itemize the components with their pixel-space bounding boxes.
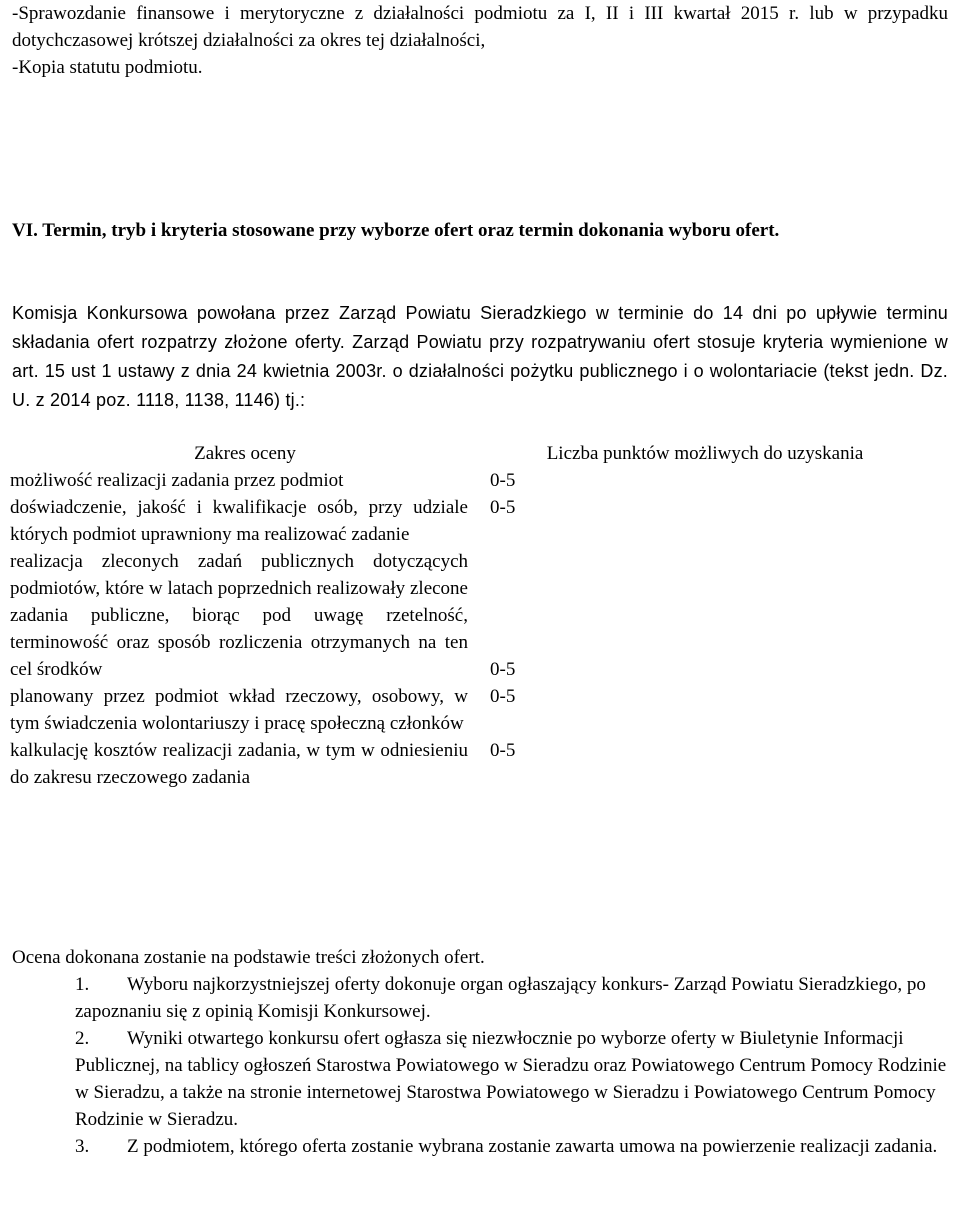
header-points: Liczba punktów możliwych do uzyskania (546, 443, 864, 464)
evaluation-note: Ocena dokonana zostanie na podstawie treści złożonych ofert. (12, 947, 485, 968)
list-item (12, 1133, 948, 1160)
list-item (12, 1025, 948, 1133)
criterion-cell: doświadczenie, jakość i kwalifikacje osób, przy udziale których podmiot uprawniony ma realizować zadanie (10, 497, 468, 545)
closing-section (12, 944, 948, 1160)
list-item (12, 971, 948, 1025)
list-item-text: Wyboru najkorzystniejszej oferty dokonuje organ ogłaszający konkurs- Zarząd Powiatu Sieradzkiego, po zapoznaniu się z opinią Komisji Konkursowej. (75, 974, 926, 1022)
criterion-cell: kalkulację kosztów realizacji zadania, w tym w odniesieniu do zakresu rzeczowego zadania (10, 740, 468, 788)
points-cell: 0-5 (490, 497, 516, 518)
table-row (10, 737, 930, 791)
list-item-number: 1. (75, 974, 90, 995)
table-header-row (10, 440, 930, 467)
list-item-number: 3. (75, 1136, 90, 1157)
points-cell: 0-5 (490, 470, 516, 491)
header-criterion: Zakres oceny (194, 443, 296, 464)
criterion-cell: planowany przez podmiot wkład rzeczowy, osobowy, w tym świadczenia wolontariuszy i pracę społeczną członków (10, 686, 468, 734)
list-item-text: Z podmiotem, którego oferta zostanie wybrana zostanie zawarta umowa na powierzenie realizacji zadania. (127, 1136, 938, 1157)
table-row (10, 467, 930, 494)
points-cell: 0-5 (490, 659, 516, 680)
criterion-cell: możliwość realizacji zadania przez podmiot (10, 470, 344, 491)
table-row (10, 683, 930, 737)
list-item-number: 2. (75, 1028, 90, 1049)
document-item-statute-copy: -Kopia statutu podmiotu. (12, 57, 203, 78)
criteria-intro-paragraph: Komisja Konkursowa powołana przez Zarząd Powiatu Sieradzkiego w terminie do 14 dni po upływie terminu składania ofert rozpatrzy złożone oferty. Zarząd Powiatu przy rozpatrywaniu ofert stosuje kryteria wymienione w art. 15 ust 1 ustawy z dnia 24 kwietnia 2003r. o działalności pożytku publicznego i o wolontariacie (tekst jedn. Dz. U. z 2014 poz. 1118, 1138, 1146) tj.: (12, 303, 948, 410)
criterion-cell: realizacja zleconych zadań publicznych dotyczących podmiotów, które w latach poprzednich realizowały zlecone zadania publiczne, biorąc pod uwagę rzetelność, terminowość oraz sposób rozliczenia otrzymanych na ten cel środków (10, 551, 468, 680)
list-item-text: Wyniki otwartego konkursu ofert ogłasza się niezwłocznie po wyborze oferty w Biuletynie Informacji Publicznej, na tablicy ogłoszeń Starostwa Powiatowego w Sieradzu oraz Powiatowego Centrum Pomocy Rodzinie w Sieradzu, a także na stronie internetowej Starostwa Powiatowego w Sieradzu i Powiatowego Centrum Pomocy Rodzinie w Sieradzu. (75, 1028, 947, 1130)
document-item-financial-report: -Sprawozdanie finansowe i merytoryczne z działalności podmiotu za I, II i III kwartał 2015 r. lub w przypadku dotychczasowej krótszej działalności za okres tej działalności, (12, 3, 948, 51)
required-documents-list (12, 0, 948, 81)
table-row (10, 494, 930, 548)
points-cell: 0-5 (490, 686, 516, 707)
criteria-table (10, 440, 930, 791)
points-cell: 0-5 (490, 740, 516, 761)
table-row (10, 548, 930, 683)
procedure-list (12, 971, 948, 1160)
section-heading: VI. Termin, tryb i kryteria stosowane przy wyborze ofert oraz termin dokonania wyboru ofert. (12, 220, 780, 241)
